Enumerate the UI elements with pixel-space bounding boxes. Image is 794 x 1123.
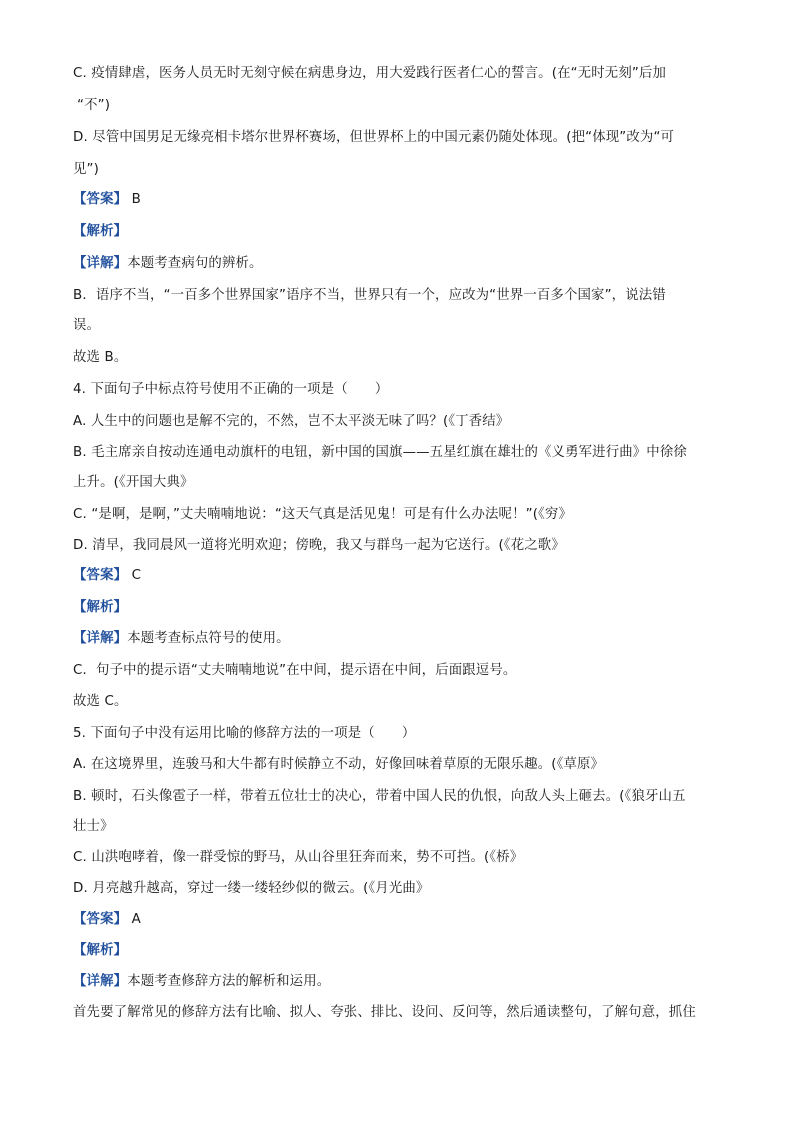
conclusion-q4: 故选 C。 [73, 694, 128, 709]
option-d-q3-cont: 见”) [73, 162, 100, 177]
conclusion-q3: 故选 B。 [73, 350, 128, 365]
answer-label: 【答案】 [73, 192, 128, 207]
option-b-q5: B. 顿时，石头像雹子一样，带着五位壮士的决心，带着中国人民的仇恨，向敌人头上砸去。(《狼牙山五 [73, 789, 686, 804]
option-c-q3: C. 疫情肆虐，医务人员无时无刻守候在病患身边，用大爱践行医者仁心的誓言。(在“无时无刻”后加 [73, 66, 667, 81]
explanation-q3-cont: 误。 [73, 318, 101, 333]
detail-line-q3: 【详解】本题考查病句的辨析。 [73, 256, 263, 271]
answer-line-q3: 【答案】 B [73, 192, 141, 207]
option-b-q4: B. 毛主席亲自按动连通电动旗杆的电钮，新中国的国旗——五星红旗在雄壮的《义勇军进行曲》中徐徐 [73, 445, 687, 460]
analysis-label-q4: 【解析】 [73, 600, 128, 615]
option-b-q4-cont: 上升。(《开国大典》 [73, 475, 194, 490]
option-c-q5: C. 山洪咆哮着，像一群受惊的野马，从山谷里狂奔而来，势不可挡。(《桥》 [73, 850, 524, 865]
answer-line-q5: 【答案】 A [73, 912, 141, 927]
explanation-q3: B．语序不当，“一百多个世界国家”语序不当，世界只有一个，应改为“世界一百多个国家”，说法错 [73, 288, 666, 303]
analysis-label-q3: 【解析】 [73, 224, 128, 239]
question-5: 5. 下面句子中没有运用比喻的修辞方法的一项是（ ） [73, 726, 416, 741]
option-a-q5: A. 在这境界里，连骏马和大牛都有时候静立不动，好像回味着草原的无限乐趣。(《草原》 [73, 757, 605, 772]
option-b-q5-cont: 壮士》 [73, 819, 114, 834]
option-d-q4: D. 清早，我同晨风一道将光明欢迎；傍晚，我又与群鸟一起为它送行。(《花之歌》 [73, 538, 565, 553]
option-c-q4: C. “是啊，是啊，”丈夫喃喃地说：“这天气真是活见鬼！可是有什么办法呢！”(《穷》 [73, 507, 573, 522]
option-d-q3: D. 尽管中国男足无缘亮相卡塔尔世界杯赛场，但世界杯上的中国元素仍随处体现。(把“体现”改为“可 [73, 130, 675, 145]
explanation-q4: C．句子中的提示语“丈夫喃喃地说”在中间，提示语在中间，后面跟逗号。 [73, 663, 517, 678]
option-c-q3-cont: “不”) [77, 98, 111, 113]
option-a-q4: A. 人生中的问题也是解不完的，不然，岂不太平淡无味了吗？(《丁香结》 [73, 414, 510, 429]
option-d-q5: D. 月亮越升越高，穿过一缕一缕轻纱似的微云。(《月光曲》 [73, 881, 430, 896]
explanation-q5: 首先要了解常见的修辞方法有比喻、拟人、夸张、排比、设问、反问等，然后通读整句，了解句意，抓住 [73, 1005, 696, 1020]
question-4: 4. 下面句子中标点符号使用不正确的一项是（ ） [73, 382, 389, 397]
analysis-label-q5: 【解析】 [73, 943, 128, 958]
answer-line-q4: 【答案】 C [73, 568, 142, 583]
detail-line-q4: 【详解】本题考查标点符号的使用。 [73, 631, 290, 646]
detail-line-q5: 【详解】本题考查修辞方法的解析和运用。 [73, 974, 331, 989]
